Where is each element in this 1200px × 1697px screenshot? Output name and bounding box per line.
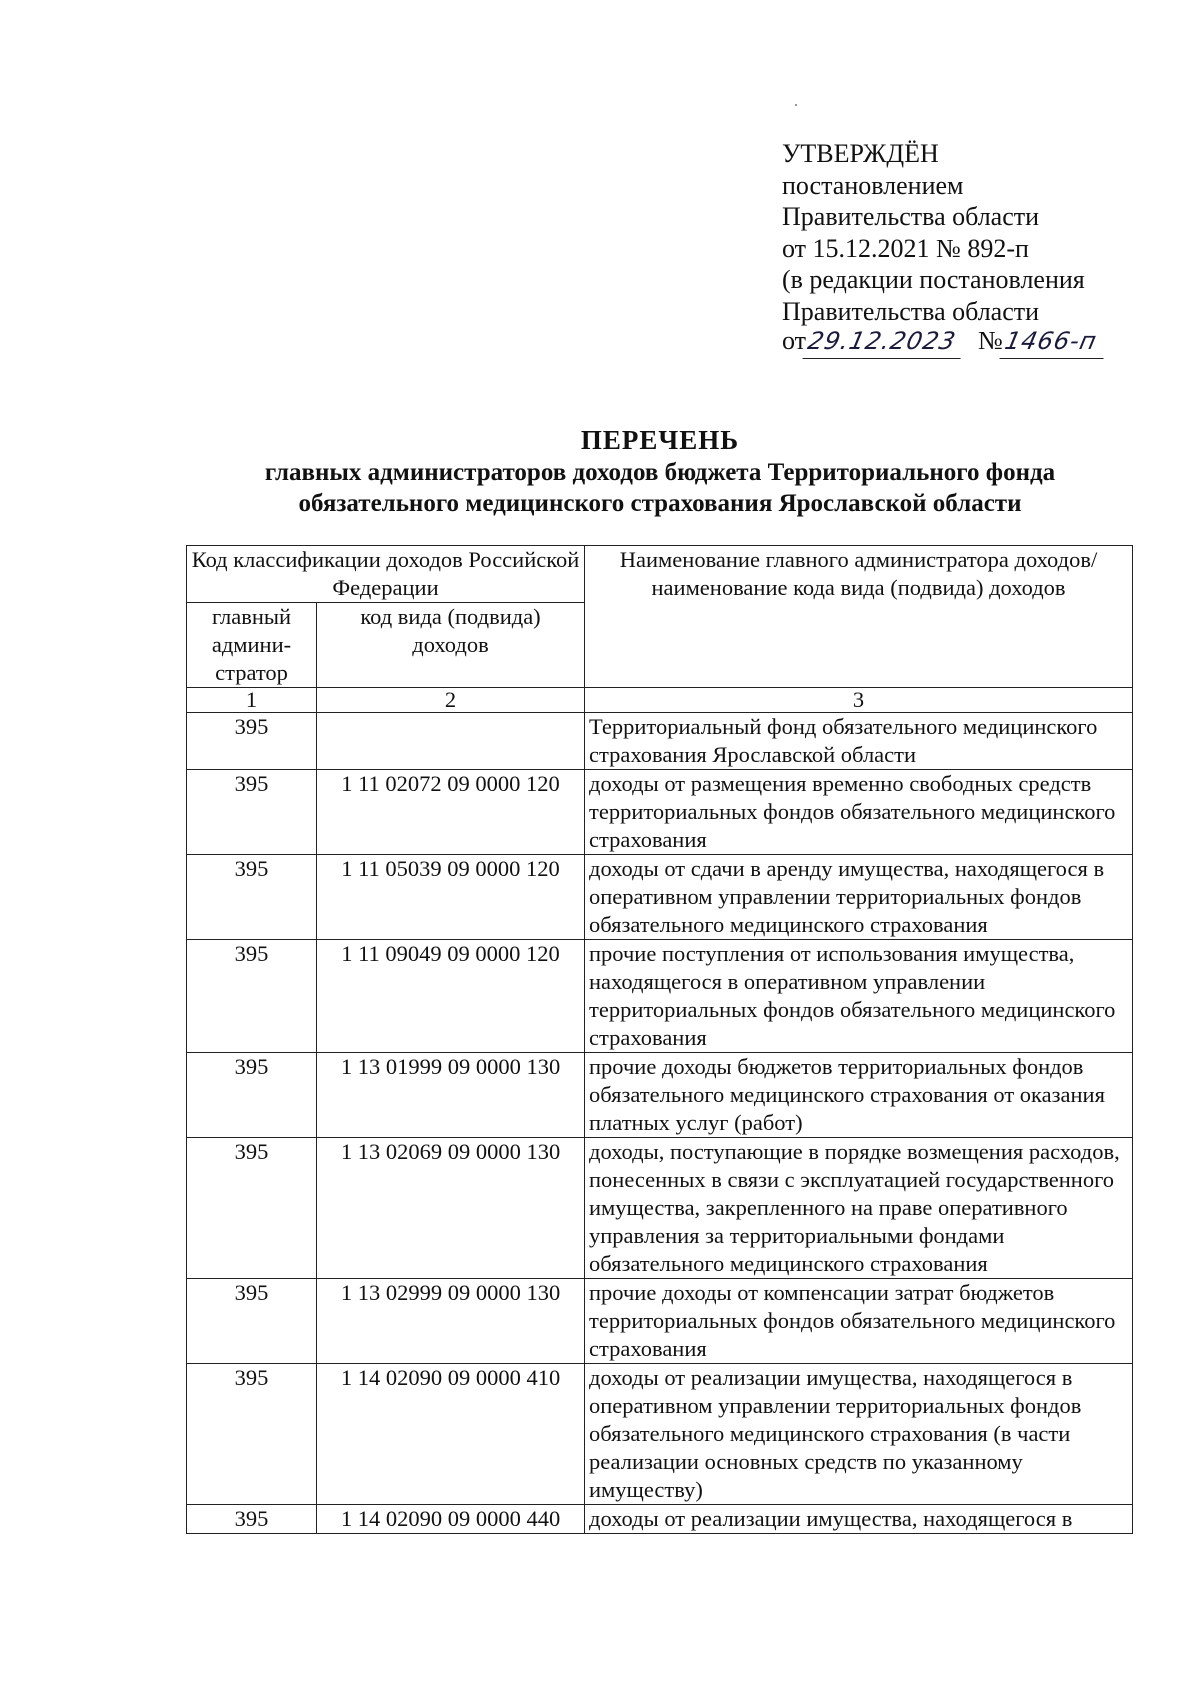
approval-stamp-block xyxy=(782,138,1162,359)
handwritten-number: 1466-п xyxy=(999,326,1110,359)
column-number: 1 xyxy=(187,688,317,713)
table-row xyxy=(187,1138,1133,1279)
table-row xyxy=(187,1053,1133,1138)
cell-code: 1 11 05039 09 0000 120 xyxy=(317,855,585,940)
document-title: ПЕРЕЧЕНЬ xyxy=(580,425,740,455)
cell-code: 1 11 02072 09 0000 120 xyxy=(317,770,585,855)
cell-admin: 395 xyxy=(187,713,317,770)
cell-admin: 395 xyxy=(187,770,317,855)
cell-code: 1 13 02999 09 0000 130 xyxy=(317,1279,585,1364)
cell-code: 1 13 01999 09 0000 130 xyxy=(317,1053,585,1138)
document-subtitle: обязательного медицинского страхования Ярославской области xyxy=(298,490,1022,517)
table-row xyxy=(187,1364,1133,1505)
revenue-administrators-table xyxy=(186,545,1133,1534)
approval-line: от 15.12.2021 № 892-п xyxy=(782,233,1029,263)
approval-line: постановлением xyxy=(782,170,964,200)
cell-admin: 395 xyxy=(187,1138,317,1279)
cell-code xyxy=(317,713,585,770)
document-title-block xyxy=(180,424,1140,519)
table-header-row xyxy=(187,546,1133,603)
document-subtitle: главных администраторов доходов бюджета Территориального фонда xyxy=(264,459,1056,486)
cell-code: 1 14 02090 09 0000 440 xyxy=(317,1505,585,1534)
approval-line: (в редакции постановления xyxy=(782,265,1085,294)
cell-name: доходы от реализации имущества, находящегося в оперативном управлении территориальных фондов обязательного медицинского страхования (в части реализации основных средств по указанному имуществу) xyxy=(585,1364,1133,1505)
column-number-row xyxy=(187,688,1133,713)
approval-signature-line xyxy=(782,325,1162,359)
cell-name: доходы, поступающие в порядке возмещения расходов, понесенных в связи с эксплуатацией государственного имущества, закрепленного на праве оперативного управления за территориальными фондами обязательного медицинского страхования xyxy=(585,1138,1133,1279)
cell-name: Территориальный фонд обязательного медицинского страхования Ярославской области xyxy=(585,713,1133,770)
handwritten-date: 29.12.2023 xyxy=(803,326,968,359)
cell-admin: 395 xyxy=(187,1053,317,1138)
cell-code: 1 13 02069 09 0000 130 xyxy=(317,1138,585,1279)
header-main-admin: главный админи-стратор xyxy=(187,603,317,688)
approval-line: Правительства области xyxy=(782,296,1040,326)
table-row xyxy=(187,855,1133,940)
table-row xyxy=(187,770,1133,855)
cell-name: доходы от размещения временно свободных средств территориальных фондов обязательного медицинского страхования xyxy=(585,770,1133,855)
approval-heading: УТВЕРЖДЁН xyxy=(782,139,939,168)
header-name: Наименование главного администратора доходов/наименование кода вида (подвида) доходов xyxy=(585,546,1133,688)
cell-admin: 395 xyxy=(187,855,317,940)
cell-name: доходы от сдачи в аренду имущества, находящегося в оперативном управлении территориальных фондов обязательного медицинского страхования xyxy=(585,855,1133,940)
header-classification-code: Код классификации доходов Российской Федерации xyxy=(187,546,585,603)
cell-name: прочие доходы бюджетов территориальных фондов обязательного медицинского страхования от оказания платных услуг (работ) xyxy=(585,1053,1133,1138)
table-row xyxy=(187,1505,1133,1534)
date-prefix: от xyxy=(782,326,807,355)
cell-code: 1 11 09049 09 0000 120 xyxy=(317,940,585,1053)
column-number: 3 xyxy=(585,688,1133,713)
cell-code: 1 14 02090 09 0000 410 xyxy=(317,1364,585,1505)
cell-name: доходы от реализации имущества, находящегося в xyxy=(585,1505,1133,1534)
column-number: 2 xyxy=(317,688,585,713)
scan-speck xyxy=(795,104,797,106)
approval-line: Правительства области xyxy=(782,202,1040,231)
table-row xyxy=(187,713,1133,770)
cell-admin: 395 xyxy=(187,1364,317,1505)
cell-admin: 395 xyxy=(187,1279,317,1364)
cell-admin: 395 xyxy=(187,1505,317,1534)
number-prefix: № xyxy=(978,326,1003,355)
cell-name: прочие поступления от использования имущества, находящегося в оперативном управлении территориальных фондов обязательного медицинского страхования xyxy=(585,940,1133,1053)
cell-name: прочие доходы от компенсации затрат бюджетов территориальных фондов обязательного медицинского страхования xyxy=(585,1279,1133,1364)
cell-admin: 395 xyxy=(187,940,317,1053)
table-row xyxy=(187,1279,1133,1364)
header-revenue-code: код вида (подвида) доходов xyxy=(317,603,585,688)
table-row xyxy=(187,940,1133,1053)
